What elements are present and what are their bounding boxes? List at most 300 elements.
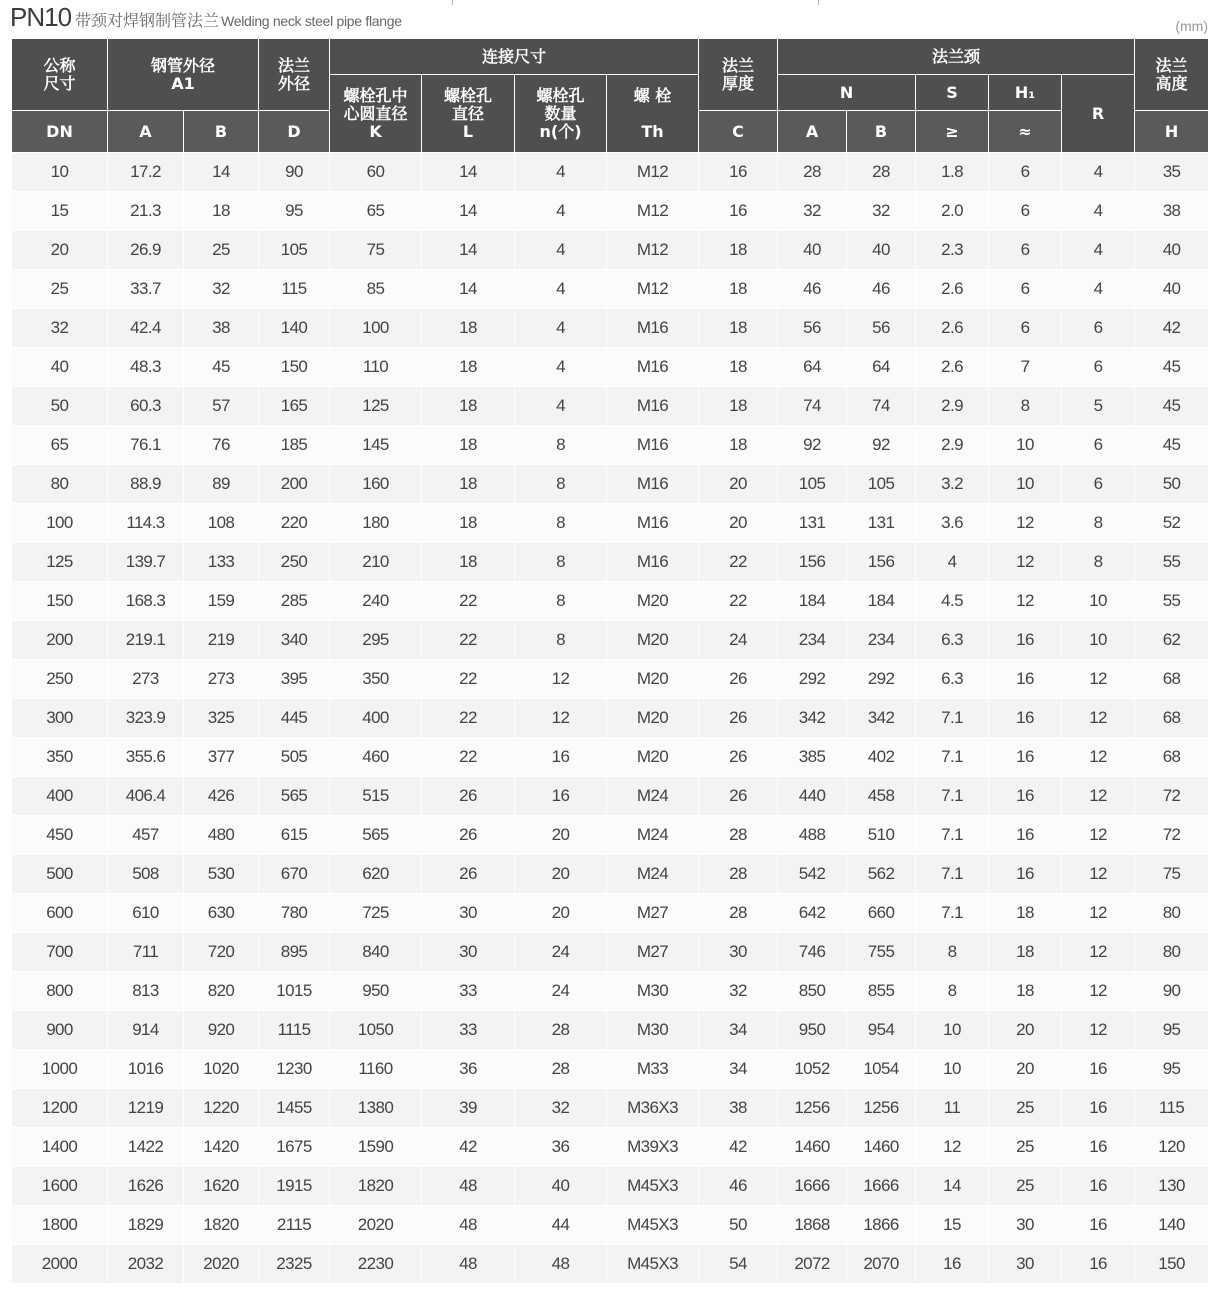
table-cell: 76 xyxy=(184,426,259,465)
table-cell: 18 xyxy=(422,426,515,465)
header-neck: 法兰颈 xyxy=(778,39,1135,75)
table-row xyxy=(12,621,1209,660)
table-row xyxy=(12,153,1209,192)
table-cell: 159 xyxy=(184,582,259,621)
table-cell: 30 xyxy=(989,1245,1062,1284)
table-cell: 16 xyxy=(989,660,1062,699)
table-cell: 68 xyxy=(1135,738,1209,777)
table-cell: 12 xyxy=(1062,933,1135,972)
header-bolt-circle-text: 螺栓孔中 心圆直径 K xyxy=(343,85,408,141)
table-cell: 32 xyxy=(847,192,916,231)
table-cell: 20 xyxy=(989,1011,1062,1050)
table-cell: 508 xyxy=(108,855,184,894)
table-cell: 16 xyxy=(916,1245,989,1284)
table-cell: 660 xyxy=(847,894,916,933)
table-row xyxy=(12,1050,1209,1089)
table-row xyxy=(12,894,1209,933)
table-cell: 139.7 xyxy=(108,543,184,582)
table-cell: 65 xyxy=(330,192,422,231)
table-cell: M24 xyxy=(607,816,699,855)
table-cell: 18 xyxy=(699,231,778,270)
table-cell: 4 xyxy=(515,348,607,387)
table-cell: 40 xyxy=(847,231,916,270)
table-cell: 72 xyxy=(1135,816,1209,855)
table-cell: 355.6 xyxy=(108,738,184,777)
table-cell: 6 xyxy=(1062,348,1135,387)
table-cell: 115 xyxy=(259,270,330,309)
table-cell: 185 xyxy=(259,426,330,465)
header-neck-s: S xyxy=(916,75,989,111)
table-cell: 168.3 xyxy=(108,582,184,621)
table-cell: 52 xyxy=(1135,504,1209,543)
table-cell: 7.1 xyxy=(916,855,989,894)
table-cell: 184 xyxy=(847,582,916,621)
table-cell: 480 xyxy=(184,816,259,855)
table-cell: 8 xyxy=(515,465,607,504)
table-cell: 24 xyxy=(515,933,607,972)
table-cell: 10 xyxy=(1062,582,1135,621)
table-cell: M45X3 xyxy=(607,1206,699,1245)
table-cell: 18 xyxy=(699,309,778,348)
table-cell: 18 xyxy=(699,270,778,309)
table-cell: 240 xyxy=(330,582,422,621)
table-cell: 145 xyxy=(330,426,422,465)
table-cell: 200 xyxy=(259,465,330,504)
table-cell: 395 xyxy=(259,660,330,699)
table-cell: 28 xyxy=(847,153,916,192)
table-cell: 6 xyxy=(989,309,1062,348)
table-cell: 62 xyxy=(1135,621,1209,660)
table-cell: 18 xyxy=(422,465,515,504)
table-cell: 1016 xyxy=(108,1050,184,1089)
table-cell: 4 xyxy=(515,270,607,309)
table-cell: 20 xyxy=(989,1050,1062,1089)
table-cell: 30 xyxy=(699,933,778,972)
table-cell: 95 xyxy=(1135,1050,1209,1089)
table-cell: 20 xyxy=(515,855,607,894)
table-row xyxy=(12,1167,1209,1206)
table-cell: M16 xyxy=(607,309,699,348)
table-cell: 1626 xyxy=(108,1167,184,1206)
table-cell: 18 xyxy=(422,543,515,582)
table-cell: 45 xyxy=(184,348,259,387)
table-cell: 26 xyxy=(699,738,778,777)
table-cell: 30 xyxy=(422,894,515,933)
table-cell: 55 xyxy=(1135,582,1209,621)
table-cell: M16 xyxy=(607,465,699,504)
table-cell: 16 xyxy=(699,192,778,231)
table-cell: 42 xyxy=(422,1128,515,1167)
table-cell: 234 xyxy=(847,621,916,660)
table-cell: M20 xyxy=(607,582,699,621)
table-cell: 24 xyxy=(515,972,607,1011)
table-cell: M16 xyxy=(607,348,699,387)
table-cell: 900 xyxy=(12,1011,108,1050)
table-row xyxy=(12,1206,1209,1245)
table-cell: 50 xyxy=(1135,465,1209,504)
table-cell: 68 xyxy=(1135,660,1209,699)
table-cell: 342 xyxy=(778,699,847,738)
table-cell: M12 xyxy=(607,192,699,231)
table-cell: 2.6 xyxy=(916,309,989,348)
table-cell: 1422 xyxy=(108,1128,184,1167)
table-cell: 400 xyxy=(12,777,108,816)
table-cell: 6.3 xyxy=(916,660,989,699)
table-cell: 2.6 xyxy=(916,348,989,387)
table-cell: 200 xyxy=(12,621,108,660)
flange-table xyxy=(11,38,1209,1284)
table-cell: 21.3 xyxy=(108,192,184,231)
table-cell: 2.0 xyxy=(916,192,989,231)
header-bolt-circle xyxy=(330,75,422,153)
header-pipe-od-text: 钢管外径 A1 xyxy=(151,55,216,93)
header-code-dn: DN xyxy=(12,111,108,153)
header-bolt-hole-text: 螺栓孔 直径 L xyxy=(444,85,493,141)
table-cell: 60.3 xyxy=(108,387,184,426)
table-cell: 1455 xyxy=(259,1089,330,1128)
table-cell: 150 xyxy=(1135,1245,1209,1284)
table-cell: 28 xyxy=(699,855,778,894)
table-cell: 10 xyxy=(12,153,108,192)
table-cell: 22 xyxy=(422,660,515,699)
table-cell: 273 xyxy=(108,660,184,699)
table-cell: 16 xyxy=(1062,1089,1135,1128)
table-cell: 56 xyxy=(778,309,847,348)
table-cell: 210 xyxy=(330,543,422,582)
table-cell: 3.2 xyxy=(916,465,989,504)
table-cell: 12 xyxy=(515,699,607,738)
table-cell: 1600 xyxy=(12,1167,108,1206)
table-row xyxy=(12,543,1209,582)
table-cell: 1256 xyxy=(778,1089,847,1128)
table-cell: 156 xyxy=(847,543,916,582)
table-cell: 25 xyxy=(989,1089,1062,1128)
table-cell: 2070 xyxy=(847,1245,916,1284)
table-cell: 1820 xyxy=(184,1206,259,1245)
table-cell: 46 xyxy=(699,1167,778,1206)
table-cell: 26 xyxy=(422,777,515,816)
table-cell: 1015 xyxy=(259,972,330,1011)
table-cell: 20 xyxy=(515,816,607,855)
table-cell: 6 xyxy=(1062,426,1135,465)
table-cell: 800 xyxy=(12,972,108,1011)
table-cell: 18 xyxy=(699,348,778,387)
table-cell: 46 xyxy=(847,270,916,309)
table-cell: 34 xyxy=(699,1050,778,1089)
table-cell: 75 xyxy=(330,231,422,270)
table-cell: 914 xyxy=(108,1011,184,1050)
table-cell: 26 xyxy=(699,660,778,699)
table-cell: 292 xyxy=(847,660,916,699)
table-cell: 4 xyxy=(1062,153,1135,192)
table-cell: 40 xyxy=(515,1167,607,1206)
table-cell: 4 xyxy=(1062,270,1135,309)
table-cell: M20 xyxy=(607,699,699,738)
table-cell: 18 xyxy=(699,387,778,426)
table-cell: 1230 xyxy=(259,1050,330,1089)
top-divider xyxy=(452,0,453,5)
table-row xyxy=(12,465,1209,504)
table-row xyxy=(12,231,1209,270)
table-cell: 85 xyxy=(330,270,422,309)
table-cell: 12 xyxy=(515,660,607,699)
table-cell: 12 xyxy=(1062,777,1135,816)
header-thickness xyxy=(699,39,778,111)
table-cell: 1666 xyxy=(847,1167,916,1206)
table-cell: 385 xyxy=(778,738,847,777)
table-cell: 14 xyxy=(422,231,515,270)
table-cell: 16 xyxy=(1062,1245,1135,1284)
table-cell: 4 xyxy=(515,153,607,192)
table-cell: 12 xyxy=(1062,699,1135,738)
table-cell: 33.7 xyxy=(108,270,184,309)
table-cell: 2.9 xyxy=(916,426,989,465)
table-cell: M27 xyxy=(607,894,699,933)
table-cell: 18 xyxy=(422,348,515,387)
table-cell: 2325 xyxy=(259,1245,330,1284)
table-cell: 26 xyxy=(699,699,778,738)
table-cell: 610 xyxy=(108,894,184,933)
table-cell: M20 xyxy=(607,738,699,777)
header-nominal-size-text: 公称 尺寸 xyxy=(43,55,76,93)
table-cell: 28 xyxy=(778,153,847,192)
table-row xyxy=(12,816,1209,855)
table-cell: 530 xyxy=(184,855,259,894)
table-cell: 4 xyxy=(1062,231,1135,270)
table-cell: 36 xyxy=(515,1128,607,1167)
table-cell: 234 xyxy=(778,621,847,660)
table-cell: 14 xyxy=(184,153,259,192)
table-cell: 105 xyxy=(778,465,847,504)
table-cell: 350 xyxy=(12,738,108,777)
header-code-neck-b: B xyxy=(847,111,916,153)
table-cell: 8 xyxy=(916,972,989,1011)
table-cell: M24 xyxy=(607,777,699,816)
table-cell: 54 xyxy=(699,1245,778,1284)
table-cell: 68 xyxy=(1135,699,1209,738)
table-cell: 32 xyxy=(699,972,778,1011)
table-cell: 88.9 xyxy=(108,465,184,504)
table-cell: 6 xyxy=(1062,309,1135,348)
table-cell: 515 xyxy=(330,777,422,816)
table-cell: 2000 xyxy=(12,1245,108,1284)
table-cell: 2230 xyxy=(330,1245,422,1284)
table-row xyxy=(12,504,1209,543)
table-cell: 20 xyxy=(699,465,778,504)
table-cell: 4 xyxy=(515,192,607,231)
table-cell: 1590 xyxy=(330,1128,422,1167)
table-cell: M24 xyxy=(607,855,699,894)
table-cell: 6 xyxy=(1062,465,1135,504)
table-cell: 2072 xyxy=(778,1245,847,1284)
table-cell: 156 xyxy=(778,543,847,582)
header-bolt-count xyxy=(515,75,607,153)
table-cell: 22 xyxy=(699,543,778,582)
header-neck-r: R xyxy=(1062,75,1135,153)
table-cell: M16 xyxy=(607,387,699,426)
table-cell: 711 xyxy=(108,933,184,972)
table-cell: 700 xyxy=(12,933,108,972)
table-cell: 2.9 xyxy=(916,387,989,426)
table-cell: 45 xyxy=(1135,348,1209,387)
table-cell: 8 xyxy=(916,933,989,972)
table-cell: 18 xyxy=(989,972,1062,1011)
table-cell: 22 xyxy=(699,582,778,621)
header-code-h1: ≈ xyxy=(989,111,1062,153)
table-cell: 950 xyxy=(330,972,422,1011)
table-cell: 6 xyxy=(989,231,1062,270)
table-row xyxy=(12,660,1209,699)
table-cell: M20 xyxy=(607,621,699,660)
table-cell: 426 xyxy=(184,777,259,816)
table-cell: M27 xyxy=(607,933,699,972)
table-cell: 17.2 xyxy=(108,153,184,192)
table-cell: 16 xyxy=(1062,1206,1135,1245)
table-cell: 1115 xyxy=(259,1011,330,1050)
table-cell: 219.1 xyxy=(108,621,184,660)
table-cell: 46 xyxy=(778,270,847,309)
table-cell: 1666 xyxy=(778,1167,847,1206)
table-cell: 16 xyxy=(989,738,1062,777)
table-row xyxy=(12,387,1209,426)
table-row xyxy=(12,855,1209,894)
table-cell: 16 xyxy=(989,816,1062,855)
table-cell: 100 xyxy=(12,504,108,543)
table-cell: 60 xyxy=(330,153,422,192)
table-cell: 642 xyxy=(778,894,847,933)
table-cell: 12 xyxy=(989,543,1062,582)
table-cell: 40 xyxy=(778,231,847,270)
table-cell: 131 xyxy=(847,504,916,543)
table-cell: 64 xyxy=(778,348,847,387)
table-cell: 620 xyxy=(330,855,422,894)
table-cell: 114.3 xyxy=(108,504,184,543)
table-cell: 130 xyxy=(1135,1167,1209,1206)
table-cell: 16 xyxy=(515,738,607,777)
table-cell: 2020 xyxy=(330,1206,422,1245)
table-cell: 8 xyxy=(515,582,607,621)
table-cell: 8 xyxy=(989,387,1062,426)
table-cell: 44 xyxy=(515,1206,607,1245)
table-cell: 460 xyxy=(330,738,422,777)
table-cell: 184 xyxy=(778,582,847,621)
table-row xyxy=(12,1245,1209,1284)
table-row xyxy=(12,699,1209,738)
table-cell: 12 xyxy=(1062,894,1135,933)
table-cell: 920 xyxy=(184,1011,259,1050)
table-row xyxy=(12,348,1209,387)
table-cell: M33 xyxy=(607,1050,699,1089)
unit-label: (mm) xyxy=(1175,18,1208,34)
table-cell: 140 xyxy=(1135,1206,1209,1245)
table-cell: 615 xyxy=(259,816,330,855)
table-cell: 20 xyxy=(515,894,607,933)
header-code-s: ≥ xyxy=(916,111,989,153)
table-cell: 180 xyxy=(330,504,422,543)
table-cell: 7.1 xyxy=(916,738,989,777)
table-cell: 1020 xyxy=(184,1050,259,1089)
table-row xyxy=(12,1089,1209,1128)
table-cell: 105 xyxy=(259,231,330,270)
table-row xyxy=(12,1128,1209,1167)
table-cell: 565 xyxy=(330,816,422,855)
table-cell: 26.9 xyxy=(108,231,184,270)
table-cell: 1866 xyxy=(847,1206,916,1245)
table-cell: 25 xyxy=(184,231,259,270)
table-cell: 10 xyxy=(916,1011,989,1050)
title-english: Welding neck steel pipe flange xyxy=(221,13,402,29)
table-cell: 30 xyxy=(422,933,515,972)
table-cell: 48 xyxy=(422,1206,515,1245)
table-cell: 323.9 xyxy=(108,699,184,738)
table-cell: 510 xyxy=(847,816,916,855)
table-cell: 1675 xyxy=(259,1128,330,1167)
table-cell: 950 xyxy=(778,1011,847,1050)
table-cell: 954 xyxy=(847,1011,916,1050)
table-cell: 10 xyxy=(989,426,1062,465)
page-title xyxy=(10,2,402,36)
table-cell: 725 xyxy=(330,894,422,933)
table-cell: 4 xyxy=(515,387,607,426)
table-cell: 1000 xyxy=(12,1050,108,1089)
table-cell: 402 xyxy=(847,738,916,777)
table-cell: 80 xyxy=(1135,894,1209,933)
table-cell: 125 xyxy=(12,543,108,582)
header-connection: 连接尺寸 xyxy=(330,39,699,75)
header-code-h: H xyxy=(1135,111,1209,153)
table-cell: 32 xyxy=(515,1089,607,1128)
table-cell: 1460 xyxy=(778,1128,847,1167)
table-row xyxy=(12,426,1209,465)
table-cell: 8 xyxy=(1062,543,1135,582)
table-cell: 630 xyxy=(184,894,259,933)
table-cell: 56 xyxy=(847,309,916,348)
table-cell: 92 xyxy=(778,426,847,465)
table-cell: 150 xyxy=(259,348,330,387)
table-cell: 48 xyxy=(422,1245,515,1284)
table-cell: 42 xyxy=(1135,309,1209,348)
table-cell: 48 xyxy=(515,1245,607,1284)
table-cell: 92 xyxy=(847,426,916,465)
table-cell: 300 xyxy=(12,699,108,738)
table-cell: 140 xyxy=(259,309,330,348)
table-row xyxy=(12,270,1209,309)
table-cell: 440 xyxy=(778,777,847,816)
table-cell: 813 xyxy=(108,972,184,1011)
table-cell: 48.3 xyxy=(108,348,184,387)
table-cell: 64 xyxy=(847,348,916,387)
table-row xyxy=(12,582,1209,621)
table-cell: 1420 xyxy=(184,1128,259,1167)
table-cell: 95 xyxy=(1135,1011,1209,1050)
table-cell: 50 xyxy=(699,1206,778,1245)
table-cell: 6 xyxy=(989,192,1062,231)
table-cell: 12 xyxy=(1062,738,1135,777)
table-cell: 1050 xyxy=(330,1011,422,1050)
table-body xyxy=(12,153,1209,1284)
table-cell: 1256 xyxy=(847,1089,916,1128)
table-cell: 7 xyxy=(989,348,1062,387)
table-cell: 32 xyxy=(12,309,108,348)
table-cell: M30 xyxy=(607,1011,699,1050)
table-cell: 33 xyxy=(422,972,515,1011)
table-cell: 4.5 xyxy=(916,582,989,621)
table-cell: 273 xyxy=(184,660,259,699)
table-cell: 1915 xyxy=(259,1167,330,1206)
table-cell: 42 xyxy=(699,1128,778,1167)
table-cell: 22 xyxy=(422,699,515,738)
table-cell: 850 xyxy=(778,972,847,1011)
